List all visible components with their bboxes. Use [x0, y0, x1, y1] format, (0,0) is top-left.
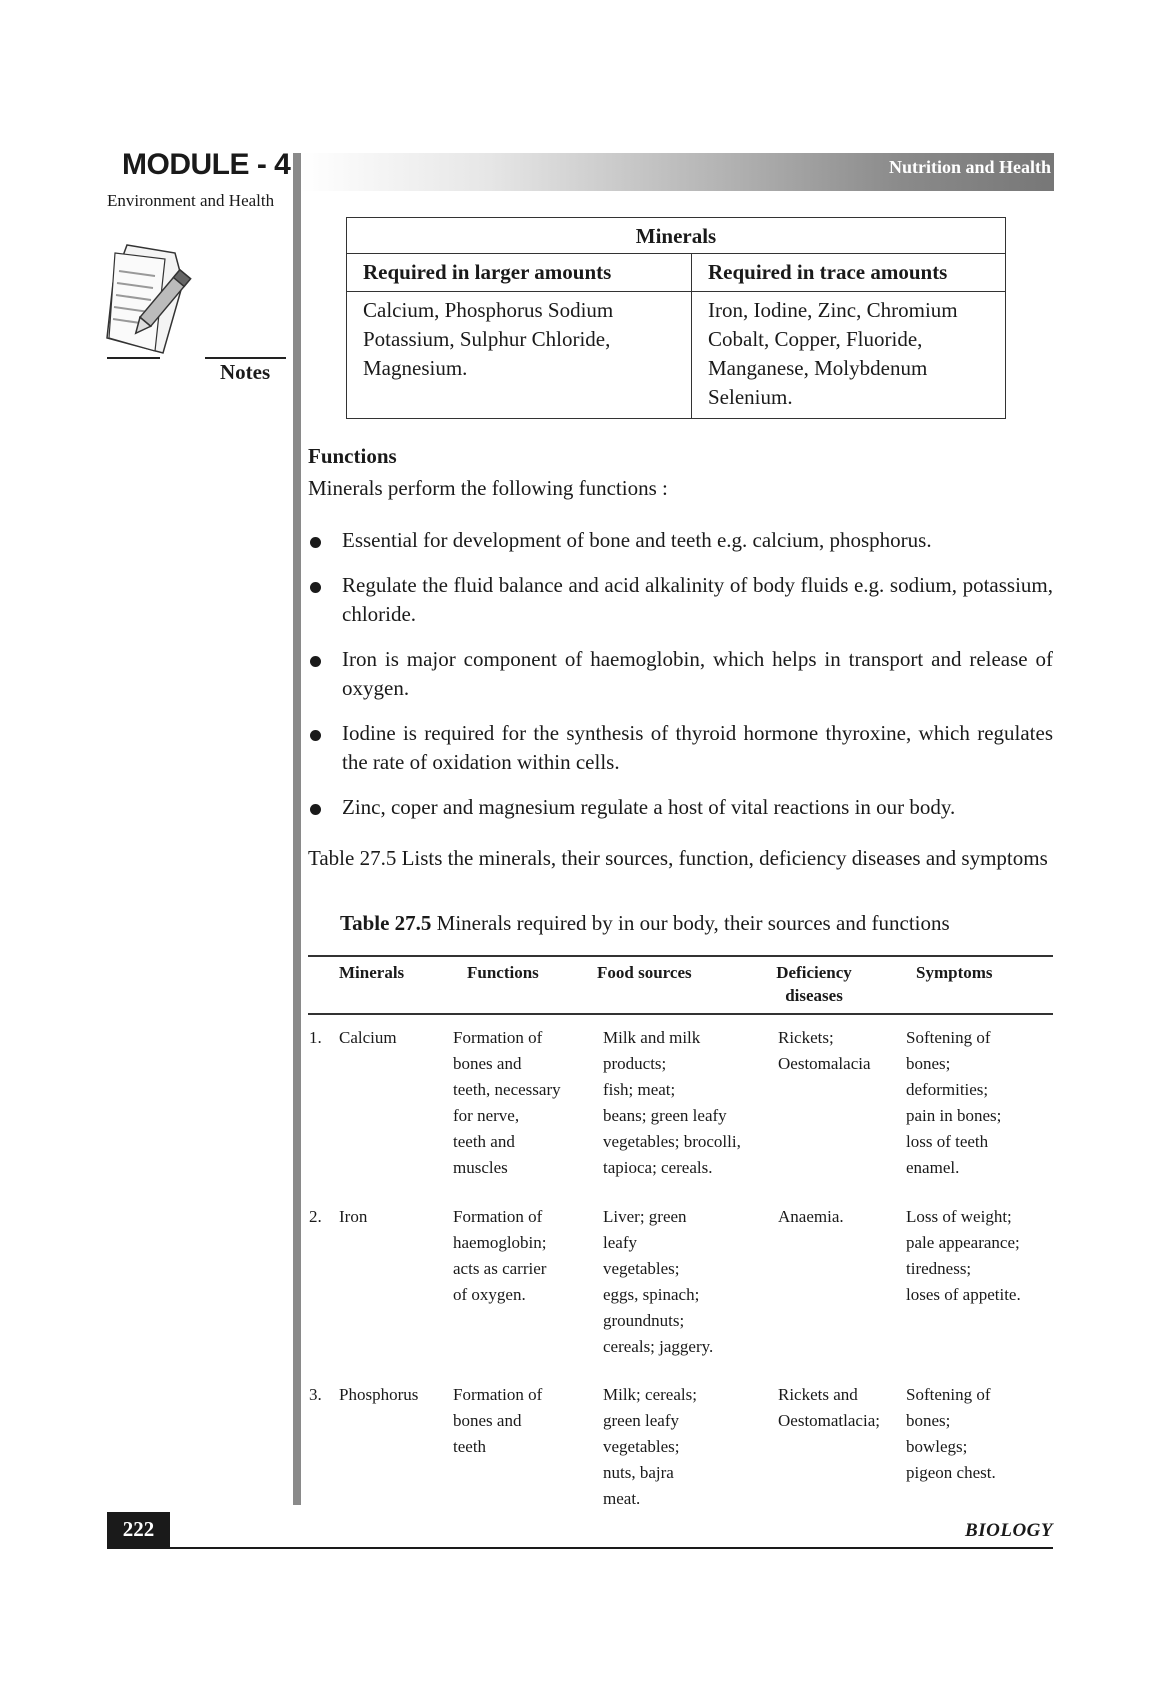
header-deficiency-diseases: Deficiency diseases	[776, 963, 852, 1005]
footer-rule	[107, 1547, 1053, 1549]
margin-vertical-bar	[293, 153, 301, 1505]
module-title: MODULE - 4	[122, 148, 291, 181]
row-deficiency-diseases: Anaemia.	[778, 1207, 844, 1226]
row-symptoms: Softening of bones; deformities; pain in bones; loss of teeth enamel.	[906, 1028, 1002, 1177]
detail-table-caption	[340, 911, 950, 936]
row-number: 3.	[309, 1385, 322, 1404]
minerals-col2-cell	[692, 292, 1006, 419]
chapter-title: Nutrition and Health	[888, 157, 1051, 177]
list-item: Regulate the fluid balance and acid alkalinity of body fluids e.g. sodium, potassium, chloride.	[308, 571, 1053, 629]
row-mineral: Iron	[339, 1207, 368, 1226]
minerals-table-caption: Minerals	[347, 218, 1006, 254]
row-functions: Formation of haemoglobin; acts as carrier of oxygen.	[453, 1207, 547, 1304]
functions-heading: Functions	[308, 444, 397, 468]
bullet-icon	[310, 656, 321, 667]
bullet-icon	[310, 537, 321, 548]
notepad-pencil-icon	[105, 243, 215, 363]
row-symptoms: Loss of weight; pale appearance; tiredness; loses of appetite.	[906, 1207, 1021, 1304]
minerals-col1-line: Calcium, Phosphorus Sodium	[363, 298, 614, 322]
row-symptoms: Softening of bones; bowlegs; pigeon chest.	[906, 1385, 996, 1482]
list-item: Iodine is required for the synthesis of thyroid hormone thyroxine, which regulates the rate of oxidation within cells.	[308, 719, 1053, 777]
bullet-icon	[310, 730, 321, 741]
minerals-col2-line: Manganese, Molybdenum	[708, 356, 928, 380]
minerals-col2-line: Cobalt, Copper, Fluoride,	[708, 327, 923, 351]
row-number: 1.	[309, 1028, 322, 1047]
row-functions: Formation of bones and teeth	[453, 1385, 543, 1456]
row-food-sources: Milk; cereals; green leafy vegetables; nuts, bajra meat.	[603, 1385, 697, 1508]
row-deficiency-diseases: Rickets and Oestomatlacia;	[778, 1385, 880, 1430]
module-subtitle: Environment and Health	[107, 191, 275, 210]
detail-table-label: Table 27.5	[340, 911, 432, 935]
notes-divider-right	[205, 357, 286, 359]
row-deficiency-diseases: Rickets; Oestomalacia	[778, 1028, 871, 1073]
detail-table-header-rule	[308, 1013, 1053, 1015]
row-functions: Formation of bones and teeth, necessary for nerve, teeth and muscles	[453, 1028, 561, 1177]
detail-table-top-rule	[308, 955, 1053, 957]
footer-subject: BIOLOGY	[965, 1520, 1053, 1541]
minerals-col1-cell	[347, 292, 692, 419]
list-item: Zinc, coper and magnesium regulate a host of vital reactions in our body.	[308, 793, 1053, 822]
minerals-summary-table	[346, 217, 1006, 419]
functions-list	[308, 526, 1053, 838]
list-item: Essential for development of bone and teeth e.g. calcium, phosphorus.	[308, 526, 1053, 555]
notes-label: Notes	[220, 360, 271, 384]
page-number: 222	[107, 1512, 170, 1547]
minerals-col1-header: Required in larger amounts	[347, 254, 692, 292]
detail-table-title: Minerals required by in our body, their sources and functions	[431, 911, 950, 935]
table-reference-paragraph: Table 27.5 Lists the minerals, their sources, function, deficiency diseases and symptoms	[308, 846, 1048, 870]
header-food-sources: Food sources	[597, 963, 692, 982]
bullet-icon	[310, 804, 321, 815]
header-symptoms: Symptoms	[916, 963, 993, 982]
list-item: Iron is major component of haemoglobin, which helps in transport and release of oxygen.	[308, 645, 1053, 703]
minerals-col2-header: Required in trace amounts	[692, 254, 1006, 292]
header-functions: Functions	[467, 963, 539, 982]
minerals-col2-line: Iron, Iodine, Zinc, Chromium	[708, 298, 958, 322]
header-minerals: Minerals	[339, 963, 405, 982]
bullet-icon	[310, 582, 321, 593]
row-number: 2.	[309, 1207, 322, 1226]
minerals-col1-line: Potassium, Sulphur Chloride,	[363, 327, 611, 351]
row-food-sources: Milk and milk products; fish; meat; beans; green leafy vegetables; brocolli, tapioca; cereals.	[603, 1028, 741, 1177]
minerals-col2-line: Selenium.	[708, 385, 793, 409]
functions-intro: Minerals perform the following functions :	[308, 476, 668, 500]
row-mineral: Phosphorus	[339, 1385, 419, 1404]
notes-divider-left	[107, 357, 160, 359]
minerals-col1-line: Magnesium.	[363, 356, 468, 380]
row-mineral: Calcium	[339, 1028, 397, 1047]
row-food-sources: Liver; green leafy vegetables; eggs, spinach; groundnuts; cereals; jaggery.	[603, 1207, 714, 1356]
